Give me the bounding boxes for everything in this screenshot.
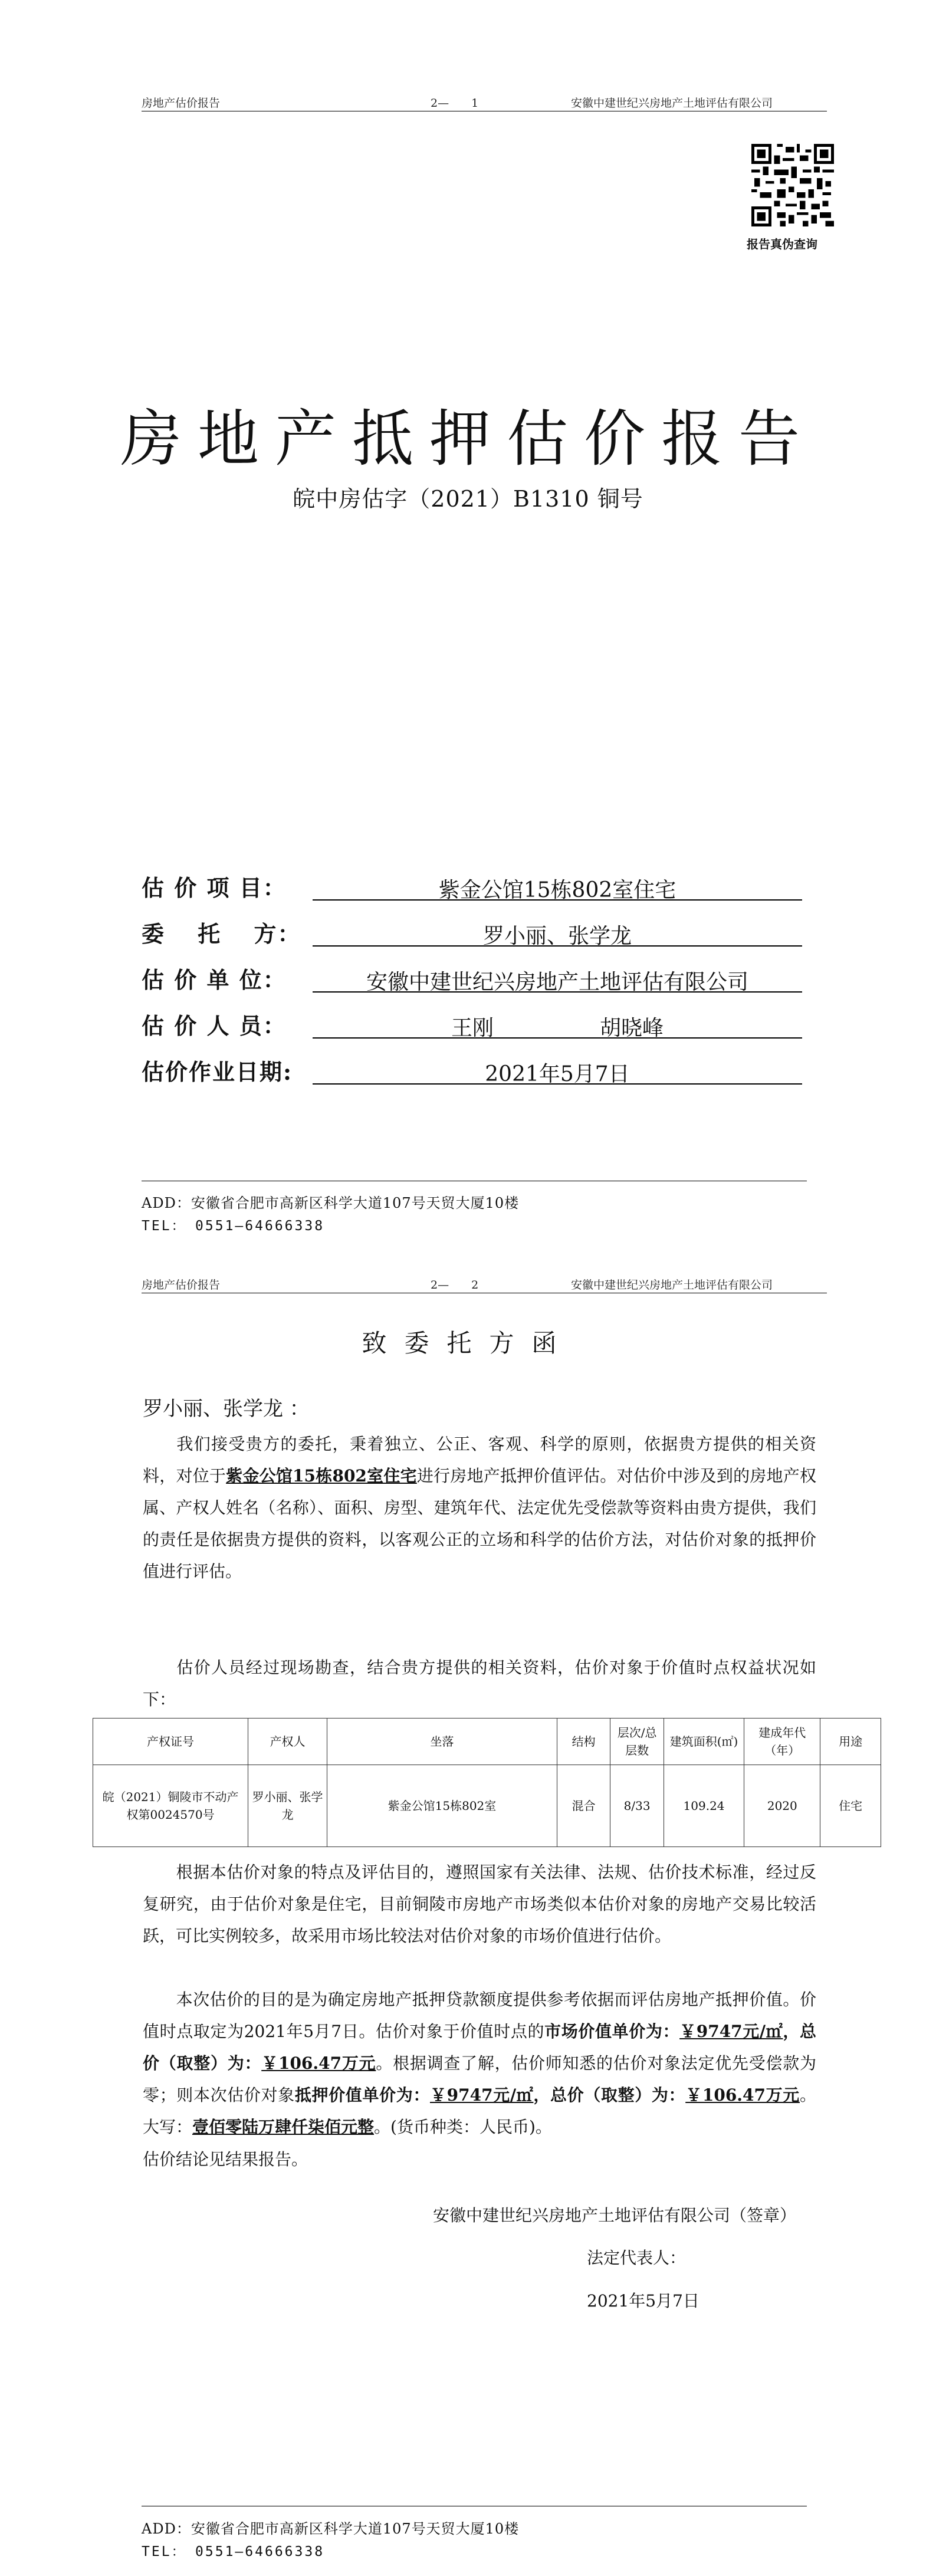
- signature-date: 2021年5月7日: [587, 2291, 699, 2311]
- page1-header-right: 安徽中建世纪兴房地产土地评估有限公司: [571, 97, 773, 110]
- table-header-cell: 产权人: [248, 1719, 327, 1765]
- p4-mortgage-total-label: ，总价（取整）为：: [533, 2085, 686, 2105]
- table-cell: 罗小丽、张学龙: [248, 1765, 327, 1847]
- p4-s1: 本次估价的目的是为确定房地产抵押贷款额度提供参考依据而评估房地产抵押价值。价值时点取定为2021年5月7日。估价对象于价值时点的: [143, 1990, 816, 2041]
- field-value-appraiser-unit: 安徽中建世纪兴房地产土地评估有限公司: [313, 965, 802, 993]
- table-cell: 2020: [744, 1765, 820, 1847]
- field-label-appraiser-unit: 估 价 单 位：: [142, 967, 287, 993]
- table-cell: 混合: [557, 1765, 610, 1847]
- p1-property-name: 紫金公馆15栋802室住宅: [226, 1466, 417, 1486]
- p4-market-unit-price: ￥9747元/㎡: [679, 2022, 783, 2041]
- letter-paragraph-1: [143, 1428, 816, 1588]
- field-value-project: 紫金公馆15栋802室住宅: [313, 873, 802, 901]
- document-number: 皖中房估字（2021）B1310 铜号: [293, 486, 643, 512]
- table-row: [93, 1765, 881, 1847]
- field-value-appraisers: 王刚 胡晓峰: [313, 1011, 802, 1039]
- field-row-project: [142, 870, 814, 905]
- letter-paragraph-3: [143, 1857, 816, 1952]
- page2-header-page-number: 2— 2: [431, 1279, 479, 1292]
- p4-market-total-price: ￥106.47万元: [261, 2053, 376, 2073]
- p4-mortgage-unit-label: 抵押价值单价为：: [294, 2085, 430, 2105]
- letter-paragraph-4: [143, 1984, 816, 2143]
- field-label-work-date: 估价作业日期:: [142, 1059, 293, 1085]
- field-row-appraisers: [142, 1008, 814, 1043]
- p1-text-c: 进行房地产抵押价值评估。对估价中涉及到的房地产权属、产权人姓名（名称）、面积、房型、建筑年代、法定优先受偿款等资料由贵方提供，我们的责任是依据贵方提供的资料，以客观公正的立场和科学的估价方法，对估价对象的抵押价值进行评估。: [143, 1466, 816, 1581]
- table-cell: 皖（2021）铜陵市不动产权第0024570号: [93, 1765, 248, 1847]
- page2-header-right: 安徽中建世纪兴房地产土地评估有限公司: [571, 1279, 773, 1292]
- page2-header-left: 房地产估价报告: [142, 1279, 221, 1292]
- p5-text: 估价结论见结果报告。: [143, 2150, 308, 2169]
- table-header-cell: 建成年代（年）: [744, 1719, 820, 1765]
- page1-footer-address: ADD：安徽省合肥市高新区科学大道107号天贸大厦10楼: [142, 1195, 520, 1211]
- table-header-cell: 用途: [820, 1719, 881, 1765]
- report-title: 房地产抵押估价报告: [120, 403, 816, 475]
- letter-paragraph-5: [143, 2144, 816, 2176]
- page1-footer-tel: TEL： 0551—64666338: [142, 1218, 325, 1234]
- p4-mortgage-total-price: ￥106.47万元: [685, 2085, 800, 2105]
- p4-amount-in-words: 壹佰零陆万肆仟柒佰元整: [192, 2117, 375, 2137]
- table-cell: 8/33: [610, 1765, 664, 1847]
- letter-title: 致委托方函: [362, 1329, 574, 1358]
- page1-header-left: 房地产估价报告: [142, 97, 221, 110]
- signature-legal-rep: 法定代表人：: [587, 2248, 687, 2268]
- field-value-client: 罗小丽、张学龙: [313, 919, 802, 947]
- table-header-cell: 结构: [557, 1719, 610, 1765]
- table-cell: 紫金公馆15栋802室: [327, 1765, 557, 1847]
- table-cell: 住宅: [820, 1765, 881, 1847]
- signature-company: 安徽中建世纪兴房地产土地评估有限公司（签章）: [433, 2206, 797, 2225]
- p4-s14: 。(货币种类：人民币)。: [374, 2117, 552, 2137]
- table-header-cell: 层次/总层数: [610, 1719, 664, 1765]
- page2-footer-address: ADD：安徽省合肥市高新区科学大道107号天贸大厦10楼: [142, 2521, 520, 2537]
- page1-header-page-number: 2— 1: [431, 97, 479, 110]
- letter-paragraph-2: [143, 1652, 816, 1716]
- table-cell: 109.24: [664, 1765, 744, 1847]
- p4-s6: 。根据调查了解，估价师知悉的估价对象法定优先受偿款为零: [143, 2053, 816, 2105]
- field-row-client: [142, 916, 814, 951]
- page2-footer-tel: TEL： 0551—64666338: [142, 2544, 325, 2559]
- qr-code-icon[interactable]: [751, 144, 834, 226]
- p4-market-unit-label: 市场价值单价为：: [544, 2022, 680, 2041]
- table-header-cell: 产权证号: [93, 1719, 248, 1765]
- p2-text: 估价人员经过现场勘查，结合贵方提供的相关资料，估价对象于价值时点权益状况如下：: [143, 1658, 816, 1709]
- property-table: [93, 1718, 881, 1847]
- field-row-appraiser-unit: [142, 962, 814, 997]
- letter-salutation: 罗小丽、张学龙 ：: [143, 1397, 310, 1421]
- field-label-client: 委 托 方：: [142, 921, 301, 947]
- qr-verify-label: 报告真伪查询: [747, 237, 817, 251]
- field-row-work-date: [142, 1054, 814, 1089]
- p1-text-a: 我们接受贵方的委托，秉着独立、公正、客观、科学的原则，依据贵方提供的相关资料，对位于: [143, 1434, 816, 1486]
- table-header-cell: 建筑面积(㎡): [664, 1719, 744, 1765]
- p4-s7: ；则本次估价对象: [159, 2085, 295, 2105]
- field-label-appraisers: 估 价 人 员：: [142, 1013, 287, 1039]
- table-header-cell: 坐落: [327, 1719, 557, 1765]
- p4-mortgage-unit-price: ￥9747元/㎡: [430, 2085, 534, 2105]
- field-value-work-date: 2021年5月7日: [313, 1057, 802, 1085]
- p4-s12: 。大写：: [143, 2085, 816, 2137]
- p4-market-total-label: ，总价（取整）为：: [143, 2022, 816, 2073]
- field-label-project: 估 价 项 目：: [142, 875, 287, 901]
- p3-text: 根据本估价对象的特点及评估目的，遵照国家有关法律、法规、估价技术标准，经过反复研究，由于估价对象是住宅，目前铜陵市房地产市场类似本估价对象的房地产交易比较活跃，可比实例较多，故采用市场比较法对估价对象的市场价值进行估价。: [143, 1862, 816, 1946]
- table-header-row: [93, 1719, 881, 1765]
